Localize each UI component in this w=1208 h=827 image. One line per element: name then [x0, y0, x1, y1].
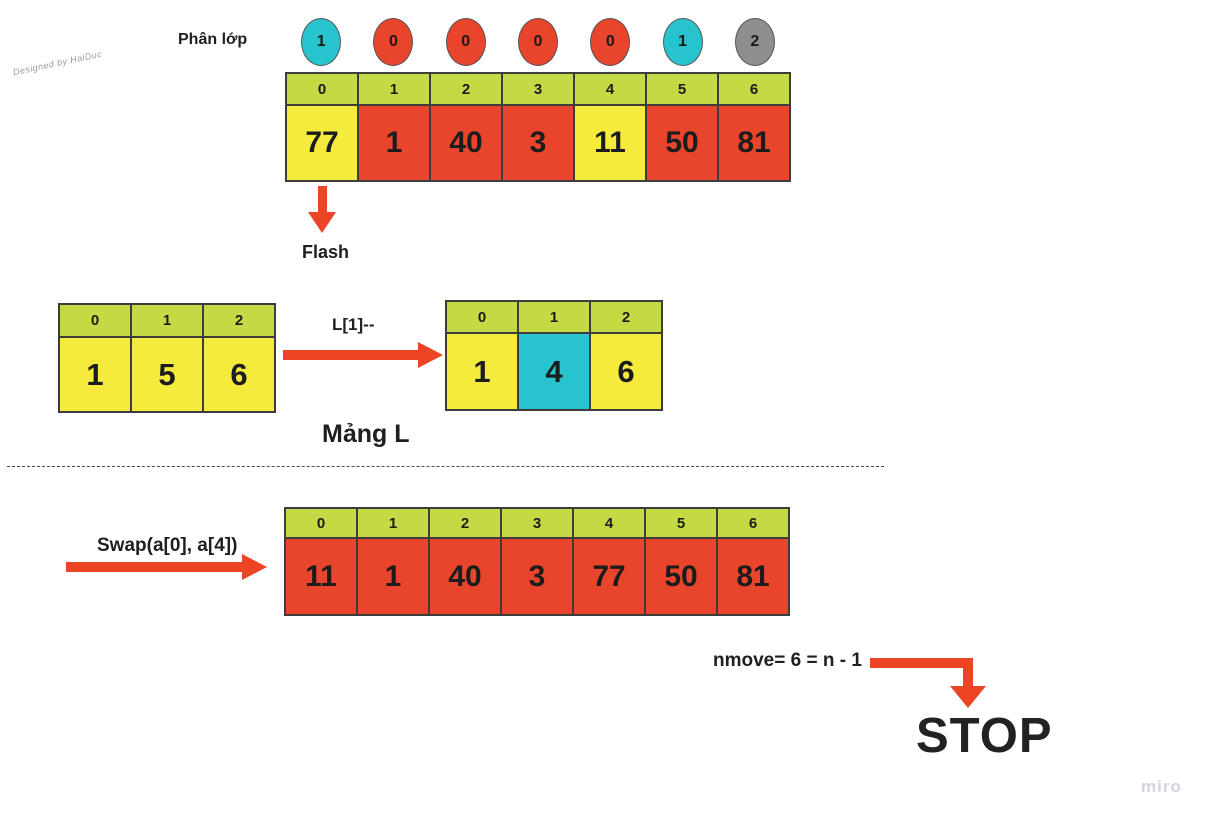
array-value-cell: 50 — [645, 104, 719, 182]
flash-arrow — [308, 186, 336, 233]
array-value-cell: 6 — [589, 332, 663, 411]
nmove-label: nmove= 6 = n - 1 — [713, 650, 862, 671]
array-index-cell: 2 — [429, 72, 503, 106]
array-value-cell: 5 — [130, 336, 204, 413]
array-index-cell: 1 — [517, 300, 591, 334]
array-a-top-value-row — [285, 104, 791, 182]
array-value-cell: 81 — [716, 537, 790, 616]
nmove-elbow-arrow-horizontal — [870, 658, 973, 668]
classification-bubble: 1 — [301, 18, 341, 66]
array-index-cell: 1 — [356, 507, 430, 539]
array-a-bottom — [284, 507, 790, 616]
array-value-cell: 81 — [717, 104, 791, 182]
array-value-cell: 50 — [644, 537, 718, 616]
swap-arrow — [66, 554, 267, 580]
classification-bubble-row — [285, 18, 791, 66]
section-divider — [7, 466, 884, 467]
array-l-after-index-row — [445, 300, 663, 334]
array-value-cell: 11 — [573, 104, 647, 182]
array-l-after — [445, 300, 663, 411]
flash-label: Flash — [302, 242, 350, 262]
array-value-cell: 3 — [501, 104, 575, 182]
classification-bubble: 2 — [735, 18, 775, 66]
nmove-elbow-arrow-vertical — [963, 658, 973, 688]
array-value-cell: 40 — [428, 537, 502, 616]
array-index-cell: 4 — [573, 72, 647, 106]
array-index-cell: 0 — [285, 72, 359, 106]
array-a-bottom-index-row — [284, 507, 790, 539]
array-value-cell: 1 — [357, 104, 431, 182]
array-a-top-index-row — [285, 72, 791, 106]
array-l-before — [58, 303, 276, 413]
array-index-cell: 6 — [716, 507, 790, 539]
stop-label: STOP — [916, 709, 1053, 763]
array-l-before-value-row — [58, 336, 276, 413]
l-decrement-label: L[1]-- — [332, 315, 375, 334]
array-index-cell: 5 — [645, 72, 719, 106]
array-index-cell: 2 — [202, 303, 276, 338]
array-l-after-value-row — [445, 332, 663, 411]
array-index-cell: 2 — [428, 507, 502, 539]
miro-watermark: miro — [1141, 777, 1182, 796]
swap-label: Swap(a[0], a[4]) — [97, 535, 238, 556]
array-value-cell: 3 — [500, 537, 574, 616]
classification-bubble: 0 — [518, 18, 558, 66]
array-index-cell: 2 — [589, 300, 663, 334]
array-index-cell: 5 — [644, 507, 718, 539]
array-value-cell: 40 — [429, 104, 503, 182]
classification-bubble: 0 — [590, 18, 630, 66]
array-a-top — [285, 72, 791, 182]
array-index-cell: 1 — [130, 303, 204, 338]
array-index-cell: 0 — [58, 303, 132, 338]
classification-bubble: 0 — [446, 18, 486, 66]
array-index-cell: 0 — [284, 507, 358, 539]
classification-label: Phân lớp — [178, 31, 248, 48]
array-value-cell: 77 — [572, 537, 646, 616]
classification-bubble: 1 — [663, 18, 703, 66]
array-a-bottom-value-row — [284, 537, 790, 616]
array-value-cell: 6 — [202, 336, 276, 413]
array-l-before-index-row — [58, 303, 276, 338]
array-index-cell: 0 — [445, 300, 519, 334]
array-value-cell: 1 — [445, 332, 519, 411]
array-index-cell: 1 — [357, 72, 431, 106]
array-index-cell: 4 — [572, 507, 646, 539]
array-value-cell: 77 — [285, 104, 359, 182]
designer-credit: Designed by HaiDuc — [11, 48, 104, 78]
array-index-cell: 3 — [500, 507, 574, 539]
array-value-cell: 11 — [284, 537, 358, 616]
l-decrement-arrow — [283, 342, 443, 368]
nmove-elbow-arrow-head — [950, 686, 986, 708]
array-index-cell: 3 — [501, 72, 575, 106]
array-index-cell: 6 — [717, 72, 791, 106]
array-value-cell: 1 — [58, 336, 132, 413]
array-value-cell: 4 — [517, 332, 591, 411]
classification-bubble: 0 — [373, 18, 413, 66]
array-value-cell: 1 — [356, 537, 430, 616]
array-l-caption: Mảng L — [322, 420, 410, 448]
